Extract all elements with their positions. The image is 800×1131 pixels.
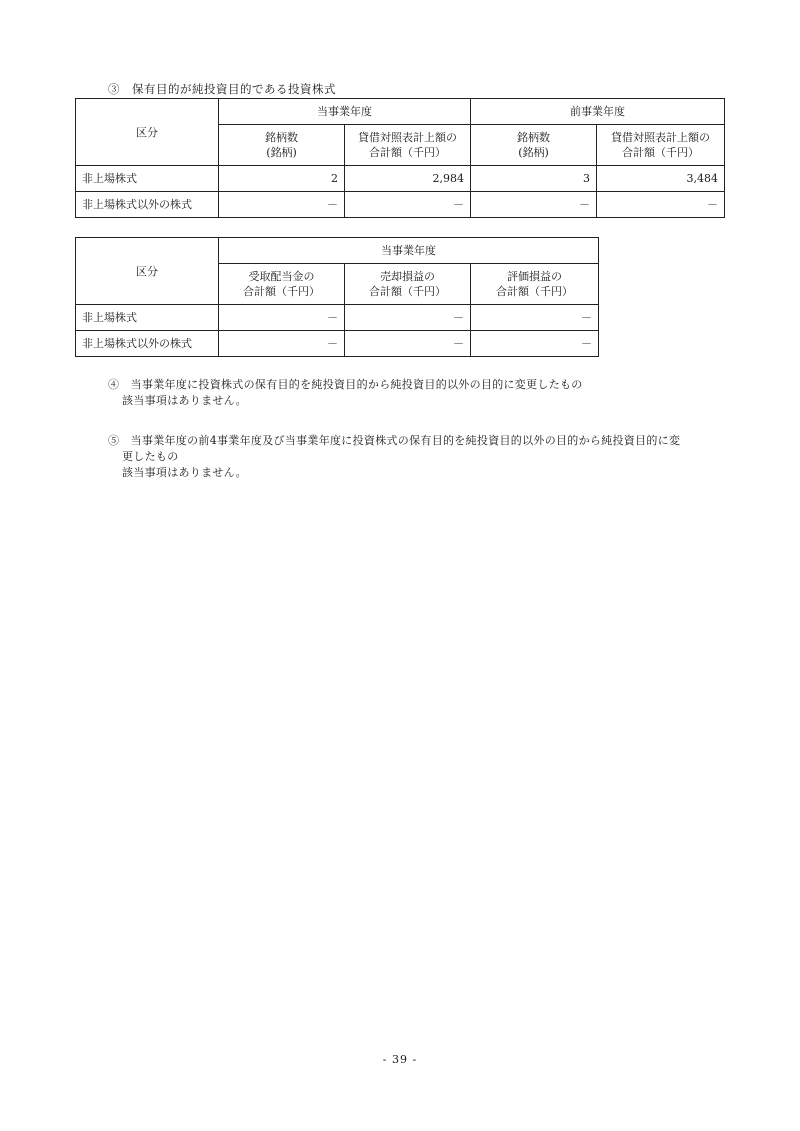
row-label: 非上場株式以外の株式 [76,192,219,218]
valuation-gain-header: 評価損益の 合計額（千円） [471,264,599,305]
cell-prev-bs: 3,484 [597,166,725,192]
note-4-title: ④ 当事業年度に投資株式の保有目的を純投資目的から純投資目的以外の目的に変更したもの [108,378,583,391]
cur-count-header: 銘柄数 (銘柄) [219,125,345,166]
current-year-header: 当事業年度 [219,238,599,264]
cell-valuation-gain: － [471,305,599,331]
table-row [76,166,725,192]
gains-table [75,237,599,357]
row-label: 非上場株式 [76,305,219,331]
note-4-body: 該当事項はありません。 [122,394,247,407]
row-label: 非上場株式 [76,166,219,192]
cell-sale-gain: － [345,331,471,357]
table-row [76,192,725,218]
note-4 [108,377,728,409]
note-5-title: ⑤ 当事業年度の前4事業年度及び当事業年度に投資株式の保有目的を純投資目的以外の目的から純投資目的に変 [108,434,681,447]
holdings-table [75,98,725,218]
row-label: 非上場株式以外の株式 [76,331,219,357]
section-heading: ③ 保有目的が純投資目的である投資株式 [108,82,336,96]
kubun-header: 区分 [76,99,219,166]
table-row [76,331,599,357]
note-5-body: 該当事項はありません。 [122,466,247,479]
cell-cur-count: － [219,192,345,218]
cell-sale-gain: － [345,305,471,331]
cell-dividend: － [219,331,345,357]
page-number: - 39 - [382,1053,418,1066]
note-5 [108,433,728,481]
prior-year-header: 前事業年度 [471,99,725,125]
kubun-header: 区分 [76,238,219,305]
sale-gain-header: 売却損益の 合計額（千円） [345,264,471,305]
prev-bs-header: 貸借対照表計上額の 合計額（千円） [597,125,725,166]
cell-prev-count: 3 [471,166,597,192]
dividend-header: 受取配当金の 合計額（千円） [219,264,345,305]
cell-cur-count: 2 [219,166,345,192]
cell-cur-bs: 2,984 [345,166,471,192]
cell-dividend: － [219,305,345,331]
cell-cur-bs: － [345,192,471,218]
cell-prev-bs: － [597,192,725,218]
current-year-header: 当事業年度 [219,99,471,125]
cur-bs-header: 貸借対照表計上額の 合計額（千円） [345,125,471,166]
note-5-title-cont: 更したもの [122,450,179,463]
prev-count-header: 銘柄数 (銘柄) [471,125,597,166]
table-row [76,305,599,331]
cell-valuation-gain: － [471,331,599,357]
cell-prev-count: － [471,192,597,218]
